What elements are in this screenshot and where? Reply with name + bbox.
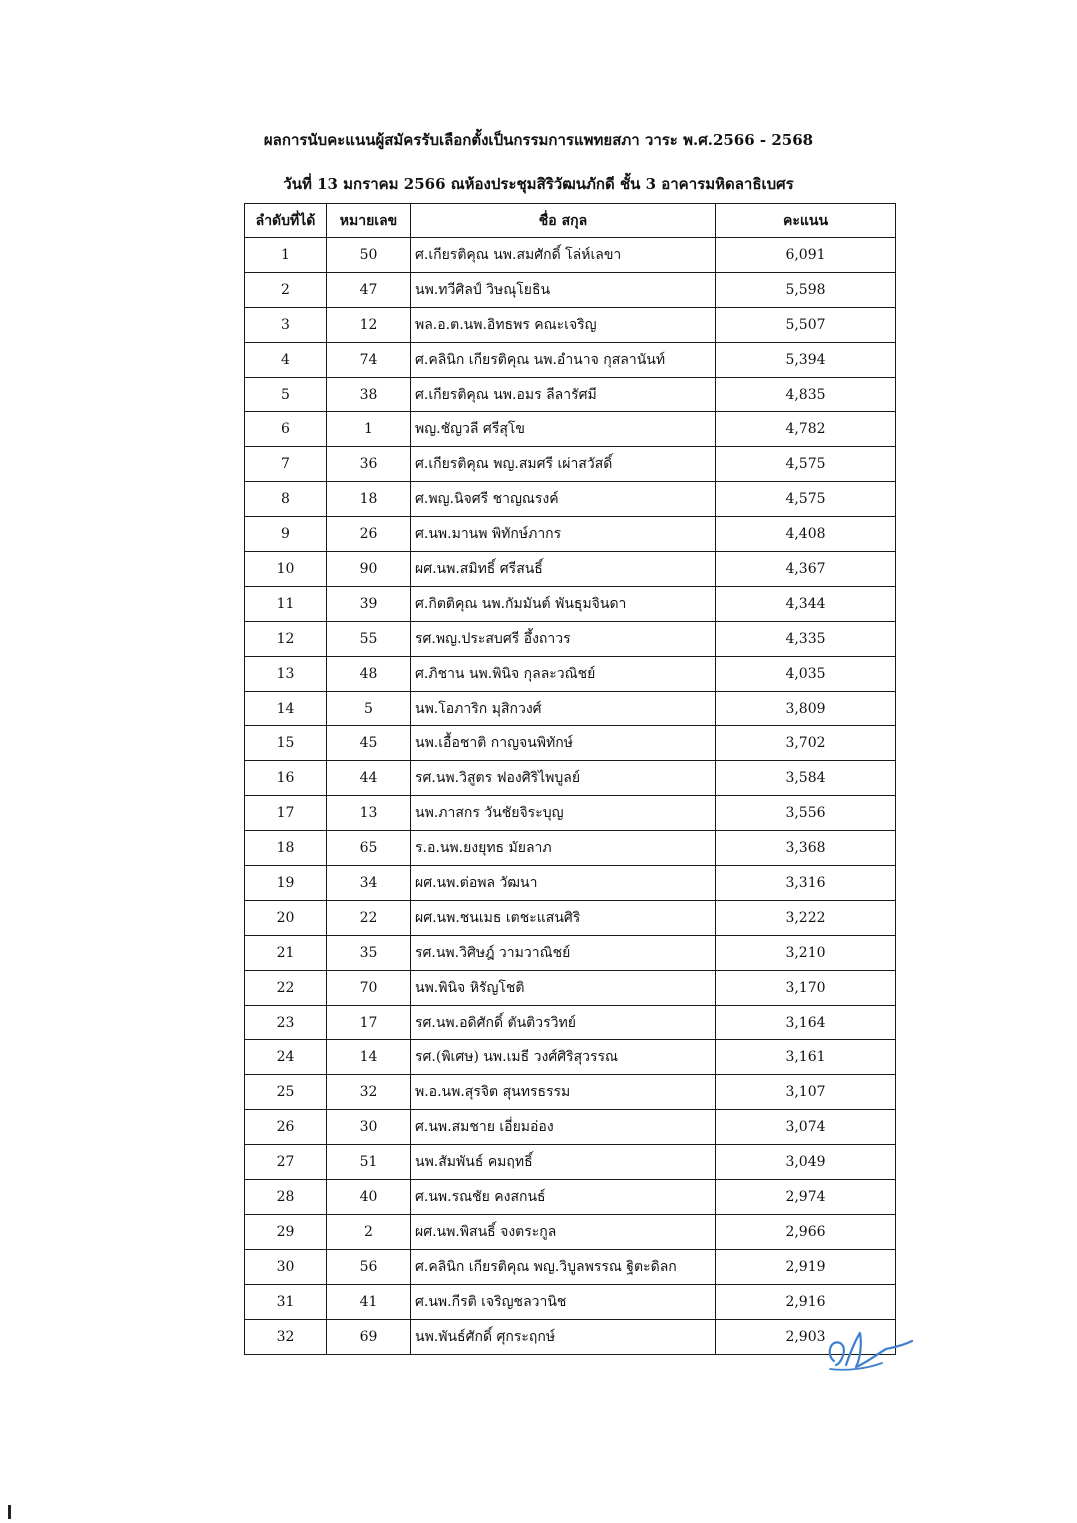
cell-number: 2 xyxy=(327,1214,411,1249)
cell-rank: 2 xyxy=(245,272,327,307)
cell-number: 26 xyxy=(327,517,411,552)
cell-score: 4,344 xyxy=(716,586,896,621)
cell-score: 3,809 xyxy=(716,691,896,726)
table-row xyxy=(245,412,896,447)
table-row xyxy=(245,1005,896,1040)
cell-rank: 13 xyxy=(245,656,327,691)
cell-name: ศ.ภิชาน นพ.พินิจ กุลละวณิชย์ xyxy=(411,656,716,691)
header-name: ชื่อ สกุล xyxy=(411,204,716,238)
table-row xyxy=(245,1145,896,1180)
cell-number: 65 xyxy=(327,831,411,866)
cell-name: พญ.ชัญวลี ศรีสุโข xyxy=(411,412,716,447)
cell-name: ศ.คลินิก เกียรติคุณ พญ.วิบูลพรรณ ฐิตะดิลก xyxy=(411,1249,716,1284)
cell-rank: 29 xyxy=(245,1214,327,1249)
table-row xyxy=(245,1284,896,1319)
cell-number: 74 xyxy=(327,342,411,377)
cell-number: 30 xyxy=(327,1110,411,1145)
cell-name: ศ.นพ.กีรติ เจริญชลวานิช xyxy=(411,1284,716,1319)
cell-score: 3,584 xyxy=(716,761,896,796)
table-row xyxy=(245,1180,896,1215)
cell-rank: 11 xyxy=(245,586,327,621)
cell-name: ศ.กิตติคุณ นพ.กัมมันต์ พันธุมจินดา xyxy=(411,586,716,621)
header-score: คะแนน xyxy=(716,204,896,238)
cell-number: 40 xyxy=(327,1180,411,1215)
table-header-row xyxy=(245,204,896,238)
cell-name: ศ.เกียรติคุณ นพ.อมร ลีลารัศมี xyxy=(411,377,716,412)
cell-score: 3,222 xyxy=(716,900,896,935)
cell-score: 5,507 xyxy=(716,307,896,342)
cell-number: 90 xyxy=(327,552,411,587)
cell-score: 3,074 xyxy=(716,1110,896,1145)
table-row xyxy=(245,796,896,831)
cell-number: 39 xyxy=(327,586,411,621)
table-row xyxy=(245,482,896,517)
cell-score: 6,091 xyxy=(716,238,896,273)
cell-name: ผศ.นพ.สมิทธิ์ ศรีสนธิ์ xyxy=(411,552,716,587)
cell-number: 69 xyxy=(327,1319,411,1354)
cell-score: 4,035 xyxy=(716,656,896,691)
cell-number: 55 xyxy=(327,621,411,656)
cell-score: 3,170 xyxy=(716,970,896,1005)
cell-rank: 20 xyxy=(245,900,327,935)
header-rank: ลำดับที่ได้ xyxy=(245,204,327,238)
cell-name: ผศ.นพ.ชนเมธ เตชะแสนศิริ xyxy=(411,900,716,935)
cell-score: 3,368 xyxy=(716,831,896,866)
cell-name: ศ.พญ.นิจศรี ชาญณรงค์ xyxy=(411,482,716,517)
cell-name: พ.อ.นพ.สุรจิต สุนทรธรรม xyxy=(411,1075,716,1110)
cell-rank: 16 xyxy=(245,761,327,796)
cell-name: นพ.สัมพันธ์ คมฤทธิ์ xyxy=(411,1145,716,1180)
cell-rank: 9 xyxy=(245,517,327,552)
cell-rank: 31 xyxy=(245,1284,327,1319)
cell-number: 13 xyxy=(327,796,411,831)
cell-score: 4,335 xyxy=(716,621,896,656)
table-row xyxy=(245,831,896,866)
cell-name: ศ.นพ.มานพ พิทักษ์ภากร xyxy=(411,517,716,552)
cell-number: 22 xyxy=(327,900,411,935)
cell-rank: 12 xyxy=(245,621,327,656)
cell-name: รศ.พญ.ประสบศรี อึ้งถาวร xyxy=(411,621,716,656)
cell-score: 4,575 xyxy=(716,482,896,517)
table-row xyxy=(245,238,896,273)
table-row xyxy=(245,691,896,726)
cell-number: 44 xyxy=(327,761,411,796)
cell-name: ผศ.นพ.ต่อพล วัฒนา xyxy=(411,866,716,901)
table-row xyxy=(245,447,896,482)
table-row xyxy=(245,1040,896,1075)
document-subtitle: วันที่ 13 มกราคม 2566 ณห้องประชุมสิริวัฒนภักดี ชั้น 3 อาคารมหิดลาธิเบศร xyxy=(283,175,794,193)
table-row xyxy=(245,1319,896,1354)
table-row xyxy=(245,621,896,656)
cell-score: 5,394 xyxy=(716,342,896,377)
cell-rank: 19 xyxy=(245,866,327,901)
cell-score: 3,164 xyxy=(716,1005,896,1040)
cell-score: 2,974 xyxy=(716,1180,896,1215)
table-row xyxy=(245,272,896,307)
cell-score: 2,916 xyxy=(716,1284,896,1319)
cell-score: 2,903 xyxy=(716,1319,896,1354)
cell-score: 2,919 xyxy=(716,1249,896,1284)
cell-name: ศ.คลินิก เกียรติคุณ นพ.อำนาจ กุสลานันท์ xyxy=(411,342,716,377)
cell-rank: 21 xyxy=(245,935,327,970)
table-row xyxy=(245,307,896,342)
cell-score: 4,367 xyxy=(716,552,896,587)
cell-rank: 25 xyxy=(245,1075,327,1110)
cell-number: 41 xyxy=(327,1284,411,1319)
cell-number: 51 xyxy=(327,1145,411,1180)
table-row xyxy=(245,866,896,901)
cell-rank: 6 xyxy=(245,412,327,447)
table-row xyxy=(245,726,896,761)
cell-rank: 8 xyxy=(245,482,327,517)
cell-number: 38 xyxy=(327,377,411,412)
cell-name: รศ.นพ.วิศิษฎ์ วามวาณิชย์ xyxy=(411,935,716,970)
cell-name: นพ.พินิจ หิรัญโชติ xyxy=(411,970,716,1005)
cell-rank: 23 xyxy=(245,1005,327,1040)
table-row xyxy=(245,1214,896,1249)
cell-name: พล.อ.ต.นพ.อิทธพร คณะเจริญ xyxy=(411,307,716,342)
table-row xyxy=(245,935,896,970)
cell-score: 3,107 xyxy=(716,1075,896,1110)
cell-name: นพ.พันธ์ศักดิ์ ศุกระฤกษ์ xyxy=(411,1319,716,1354)
cell-number: 70 xyxy=(327,970,411,1005)
cell-name: ร.อ.นพ.ยงยุทธ มัยลาภ xyxy=(411,831,716,866)
cell-score: 4,835 xyxy=(716,377,896,412)
table-row xyxy=(245,342,896,377)
cell-rank: 4 xyxy=(245,342,327,377)
cell-score: 3,702 xyxy=(716,726,896,761)
signature-mark xyxy=(816,1325,916,1377)
cell-rank: 15 xyxy=(245,726,327,761)
cell-rank: 30 xyxy=(245,1249,327,1284)
results-table xyxy=(244,203,896,1355)
cell-rank: 27 xyxy=(245,1145,327,1180)
cell-name: นพ.ภาสกร วันชัยจิระบุญ xyxy=(411,796,716,831)
cell-number: 18 xyxy=(327,482,411,517)
cell-name: นพ.เอื้อชาติ กาญจนพิทักษ์ xyxy=(411,726,716,761)
cell-score: 4,575 xyxy=(716,447,896,482)
cell-score: 3,556 xyxy=(716,796,896,831)
cell-name: ศ.เกียรติคุณ พญ.สมศรี เผ่าสวัสดิ์ xyxy=(411,447,716,482)
table-row xyxy=(245,900,896,935)
table-row xyxy=(245,1249,896,1284)
cell-name: รศ.(พิเศษ) นพ.เมธี วงศ์ศิริสุวรรณ xyxy=(411,1040,716,1075)
cell-rank: 24 xyxy=(245,1040,327,1075)
table-row xyxy=(245,552,896,587)
cell-number: 36 xyxy=(327,447,411,482)
cell-number: 56 xyxy=(327,1249,411,1284)
cell-name: รศ.นพ.วิสูตร ฟองศิริไพบูลย์ xyxy=(411,761,716,796)
cell-rank: 1 xyxy=(245,238,327,273)
cell-score: 3,316 xyxy=(716,866,896,901)
document-title: ผลการนับคะแนนผู้สมัครรับเลือกตั้งเป็นกรรมการแพทยสภา วาระ พ.ศ.2566 - 2568 xyxy=(263,131,814,149)
cell-number: 14 xyxy=(327,1040,411,1075)
table-row xyxy=(245,970,896,1005)
cell-name: ผศ.นพ.พิสนธิ์ จงตระกูล xyxy=(411,1214,716,1249)
table-row xyxy=(245,517,896,552)
cell-number: 5 xyxy=(327,691,411,726)
cell-rank: 14 xyxy=(245,691,327,726)
cell-rank: 22 xyxy=(245,970,327,1005)
cell-score: 5,598 xyxy=(716,272,896,307)
cell-score: 4,782 xyxy=(716,412,896,447)
cell-number: 50 xyxy=(327,238,411,273)
cell-number: 48 xyxy=(327,656,411,691)
cell-number: 35 xyxy=(327,935,411,970)
cell-rank: 5 xyxy=(245,377,327,412)
cell-name: นพ.โอภาริก มุสิกวงศ์ xyxy=(411,691,716,726)
cell-score: 3,161 xyxy=(716,1040,896,1075)
cell-number: 32 xyxy=(327,1075,411,1110)
cell-name: รศ.นพ.อดิศักดิ์ ตันติวรวิทย์ xyxy=(411,1005,716,1040)
cell-number: 12 xyxy=(327,307,411,342)
table-row xyxy=(245,1110,896,1145)
table-row xyxy=(245,377,896,412)
cell-name: ศ.นพ.สมชาย เอี่ยมอ่อง xyxy=(411,1110,716,1145)
table-row xyxy=(245,1075,896,1110)
cell-score: 2,966 xyxy=(716,1214,896,1249)
cell-rank: 26 xyxy=(245,1110,327,1145)
cell-score: 3,049 xyxy=(716,1145,896,1180)
cell-rank: 28 xyxy=(245,1180,327,1215)
cell-rank: 7 xyxy=(245,447,327,482)
cell-score: 3,210 xyxy=(716,935,896,970)
cell-rank: 17 xyxy=(245,796,327,831)
table-row xyxy=(245,586,896,621)
table-row xyxy=(245,761,896,796)
cell-number: 1 xyxy=(327,412,411,447)
cell-rank: 18 xyxy=(245,831,327,866)
cell-name: ศ.นพ.รณชัย คงสกนธ์ xyxy=(411,1180,716,1215)
cell-number: 17 xyxy=(327,1005,411,1040)
cell-rank: 3 xyxy=(245,307,327,342)
cell-number: 45 xyxy=(327,726,411,761)
scan-edge-mark xyxy=(8,1505,11,1519)
cell-name: นพ.ทวีศิลป์ วิษณุโยธิน xyxy=(411,272,716,307)
cell-number: 34 xyxy=(327,866,411,901)
cell-number: 47 xyxy=(327,272,411,307)
cell-score: 4,408 xyxy=(716,517,896,552)
table-row xyxy=(245,656,896,691)
cell-rank: 32 xyxy=(245,1319,327,1354)
cell-name: ศ.เกียรติคุณ นพ.สมศักดิ์ โล่ห์เลขา xyxy=(411,238,716,273)
header-number: หมายเลข xyxy=(327,204,411,238)
cell-rank: 10 xyxy=(245,552,327,587)
